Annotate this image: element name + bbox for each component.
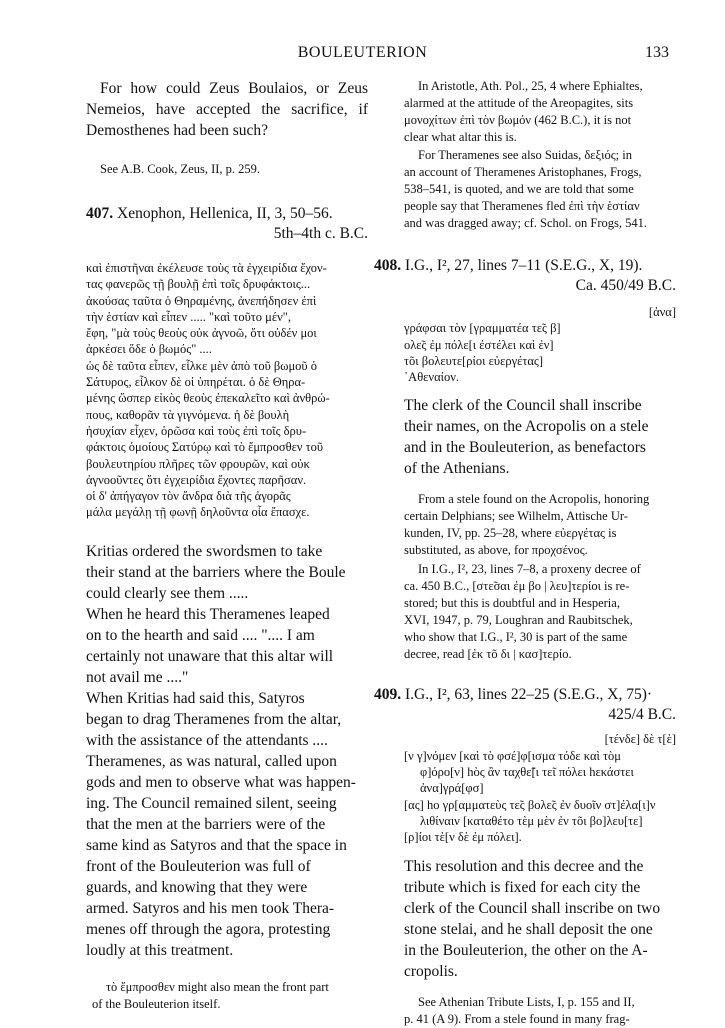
greek-line: γράφσαι τὸν [γραμματέα τε̃ς β] — [404, 321, 561, 336]
translation-line: loudly at this treatment. — [86, 941, 234, 959]
translation-line: clerk of the Council shall inscribe on two — [404, 899, 661, 917]
note-line: who show that I.G., I², 30 is part of the same — [404, 630, 628, 645]
translation-line: The clerk of the Council shall inscribe — [404, 397, 642, 415]
translation-line: began to drag Theramenes from the altar, — [86, 710, 342, 728]
translation-line: armed. Satyros and his men took Thera- — [86, 899, 335, 917]
greek-line: ολε̃ς ἐμ πόλε[ι ἐστέλει καὶ ἐν] — [404, 337, 554, 352]
entry-409-number: 409. — [374, 686, 402, 704]
entry-407-number: 407. — [86, 205, 114, 222]
note-line: From a stele found on the Acropolis, honoring — [418, 492, 650, 507]
entry-407-source: Xenophon, Hellenica, II, 3, 50–56. — [117, 205, 333, 222]
translation-line: their names, on the Acropolis on a stele — [404, 418, 649, 436]
translation-line: with the assistance of the attendants .... — [86, 731, 328, 749]
page-number: 133 — [645, 44, 669, 61]
translation-line: gods and men to observe what was happen- — [86, 773, 356, 791]
translation-line: and in the Bouleuterion, as benefactors — [404, 439, 646, 457]
greek-line: τõι βολευτε[ρίοι εὐεργέτας] — [404, 353, 544, 368]
greek-line: τας φανερῶς τῇ βουλῇ ἐπὶ τοῖς δρυφάκτοις... — [86, 277, 311, 292]
intro-note: See A.B. Cook, Zeus, II, p. 259. — [100, 162, 261, 176]
entry-409-greek-text — [404, 731, 676, 845]
translation-line: This resolution and this decree and the — [404, 857, 644, 875]
entry-408-translation — [404, 395, 676, 479]
entry-408-greek-first: [ἀνα] — [648, 305, 676, 319]
entry-409-greek-first: [τένδε] δὲ τ[ὲ] — [604, 732, 676, 747]
translation-line: Kritias ordered the swordsmen to take — [86, 542, 323, 560]
entry-409-translation — [404, 856, 676, 982]
translation-line: not avail me ...." — [86, 668, 189, 686]
note-line: XVI, 1947, p. 79, Loughran and Raubitschek, — [404, 613, 633, 628]
translation-line: on to the hearth and said .... ".... I am — [86, 626, 315, 644]
note-line: ca. 450 B.C., [στε̃σαι ἐμ βο | λευ]τερίοι is re- — [404, 579, 630, 594]
note-line: p. 41 (A 9). From a stele found in many frag- — [404, 1011, 630, 1026]
translation-line: menes off through the agora, protesting — [86, 920, 331, 938]
intro-paragraph: For how could Zeus Boulaios, or Zeus Nemeios, have accepted the sacrifice, if Demosthenes had been such? — [86, 80, 368, 139]
translation-line: in the Bouleuterion, the other on the A- — [404, 941, 648, 959]
greek-line: οἱ δ' ἀπήγαγον τὸν ἄνδρα διὰ τῆς ἀγορᾶς — [86, 489, 291, 504]
greek-line: μάλα μεγάλῃ τῇ φωνῇ δηλοῦντα οἷα ἔπασχε. — [86, 505, 310, 520]
greek-line: ἡσυχίαν εἶχεν, ὁρῶσα καὶ τοὺς ἐπὶ τοῖς δρυ- — [86, 423, 307, 438]
note-line: decree, read [ἐκ τõ δι | κασ]τερίο. — [404, 647, 572, 662]
greek-line: λιθίναιν [καταθέτο τὲμ μὲν ἐν τõι βο]λευ[τε] — [420, 813, 643, 828]
translation-line: their stand at the barriers where the Boule — [86, 563, 346, 581]
note-line: See Athenian Tribute Lists, I, p. 155 and II, — [418, 994, 635, 1009]
entry-409-source: I.G., I², 63, lines 22–25 (S.E.G., X, 75)· — [405, 686, 653, 704]
translation-line: When Kritias had said this, Satyros — [86, 689, 305, 707]
note-line: τὸ ἔμπροσθεν might also mean the front part — [106, 979, 329, 994]
note-line: For Theramenes see also Suidas, δεξιός; in — [418, 148, 632, 162]
entry-408-date: Ca. 450/49 B.C. — [575, 277, 676, 294]
entry-407-greek-text — [86, 260, 368, 521]
note-line: and was dragged away; cf. Schol. on Frogs, 541. — [404, 216, 648, 230]
greek-line: τὴν ἑστίαν καὶ εἶπεν ..... "καὶ τοῦτο μέν", — [86, 309, 291, 324]
greek-line: [ν γ]νόμεν [καὶ τὸ φσέ]φ[ισμα τόδε καὶ τὸμ — [404, 748, 621, 763]
entry-408-heading — [374, 256, 676, 296]
running-title: BOULEUTERION — [297, 44, 428, 61]
greek-line: ἔφη, "μὰ τοὺς θεοὺς οὐκ ἀγνοῶ, ὅτι οὐδέν μοι — [86, 326, 317, 341]
translation-line: certainly not unaware that this altar will — [86, 647, 334, 665]
entry-408-note-1 — [404, 491, 676, 559]
entry-407-date: 5th–4th c. B.C. — [273, 225, 368, 242]
entry-408-source: I.G., I², 27, lines 7–11 (S.E.G., X, 19). — [405, 257, 643, 274]
translation-line: front of the Bouleuterion was full of — [86, 857, 311, 875]
translation-line: same kind as Satyros and that the space in — [86, 836, 347, 854]
theramenes-note — [404, 147, 676, 232]
translation-line: cropolis. — [404, 962, 458, 980]
entry-408-greek-text — [404, 304, 676, 385]
running-header — [0, 44, 725, 66]
note-line: μονοχίτων ἐπὶ τὸν βωμόν (462 B.C.), it is not — [404, 113, 632, 127]
greek-line: φάκτοις ὁμοίους Σατύρῳ καὶ τὸ ἔμπροσθεν τοῦ — [86, 440, 324, 455]
greek-line: ἀγνοοῦντες ὅτι ἐγχειρίδια ἔχοντες παρῆσαν. — [86, 472, 307, 487]
entry-409-note — [404, 994, 676, 1028]
entry-409-heading — [374, 685, 676, 725]
greek-line: [ας] hο γρ[αμματεὺς τε̃ς βολε̃ς ἐν δυοῖν στ]έλα[ι]ν — [404, 797, 656, 812]
greek-line: ἀρκέσει ὅδε ὁ βωμός" .... — [86, 342, 212, 357]
translation-line: stone stelai, and he shall deposit the one — [404, 920, 653, 938]
translation-line: ing. The Council remained silent, seeing — [86, 794, 337, 812]
note-line: alarmed at the attitude of the Areopagites, sits — [404, 96, 634, 110]
note-line: kunden, IV, pp. 25–28, where εὐεργέτας is — [404, 526, 617, 541]
aristotle-note — [404, 78, 676, 146]
entry-407-note — [86, 979, 368, 1013]
entry-408-number: 408. — [374, 257, 402, 274]
translation-line: that the men at the barriers were of the — [86, 815, 326, 833]
note-line: people say that Theramenes fled ἐπὶ τὴν ἑστίαν — [404, 199, 640, 213]
note-line: of the Bouleuterion itself. — [92, 996, 221, 1011]
note-line: clear what altar this is. — [404, 130, 517, 144]
right-column — [374, 78, 676, 1028]
left-column — [86, 78, 368, 1013]
entry-407-translation — [86, 541, 368, 961]
note-line: an account of Theramenes Aristophanes, Frogs, — [404, 165, 642, 179]
translation-line: could clearly see them ..... — [86, 584, 249, 602]
translation-line: tribute which is fixed for each city the — [404, 878, 641, 896]
greek-line: φ]όρο[ν] hὸς ἂν ταχθε̃[ι τε̃ι πόλει hεκάστει — [420, 765, 634, 780]
greek-line: βουλευτηρίου πλῆρες τῶν φρουρῶν, καὶ οὐκ — [86, 456, 310, 471]
translation-line: When he heard this Theramenes leaped — [86, 605, 330, 623]
note-line: certain Delphians; see Wilhelm, Attische Ur- — [404, 509, 628, 524]
entry-408-note-2 — [404, 561, 676, 663]
note-line: 538–541, is quoted, and we are told that some — [404, 182, 634, 196]
translation-line: guards, and knowing that they were — [86, 878, 308, 896]
note-line: In I.G., I², 23, lines 7–8, a proxeny decree of — [418, 562, 641, 577]
translation-line: of the Athenians. — [404, 460, 510, 478]
entry-407-heading — [86, 204, 368, 244]
note-line: In Aristotle, Ath. Pol., 25, 4 where Ephialtes, — [418, 79, 643, 93]
greek-line: καὶ ἐπιστῆναι ἐκέλευσε τοὺς τὰ ἐγχειρίδια ἔχον- — [86, 261, 327, 275]
greek-line: Σάτυρος, εἷλκον δὲ οἱ ὑπηρέται. ὁ δὲ Θηρα- — [86, 375, 306, 390]
entry-409-date: 425/4 B.C. — [608, 706, 676, 724]
note-line: stored; but this is doubtful and in Hesperia, — [404, 596, 620, 611]
translation-line: Theramenes, as was natural, called upon — [86, 752, 337, 770]
greek-line: ἀνα]γρά[φσ] — [420, 781, 484, 796]
greek-line: ὡς δὲ ταῦτα εἶπεν, εἷλκε μὲν ἀπὸ τοῦ βωμοῦ ὁ — [86, 358, 317, 373]
greek-line: ᾿Αθεναίον. — [404, 370, 460, 385]
greek-line: ἀκούσας ταῦτα ὁ Θηραμένης, ἀνεπήδησεν ἐπὶ — [86, 293, 317, 308]
greek-line: [ρ]ίοι τὲ[ν δὲ ἐμ πόλει]. — [404, 830, 522, 845]
greek-line: πους, καθορᾶν τὰ γιγνόμενα. ἡ δὲ βουλὴ — [86, 407, 290, 422]
note-line: substituted, as above, for προχσένος. — [404, 543, 588, 558]
greek-line: μένης ὥσπερ εἰκὸς θεοὺς ἐπεκαλεῖτο καὶ ἀνθρώ- — [86, 391, 330, 406]
